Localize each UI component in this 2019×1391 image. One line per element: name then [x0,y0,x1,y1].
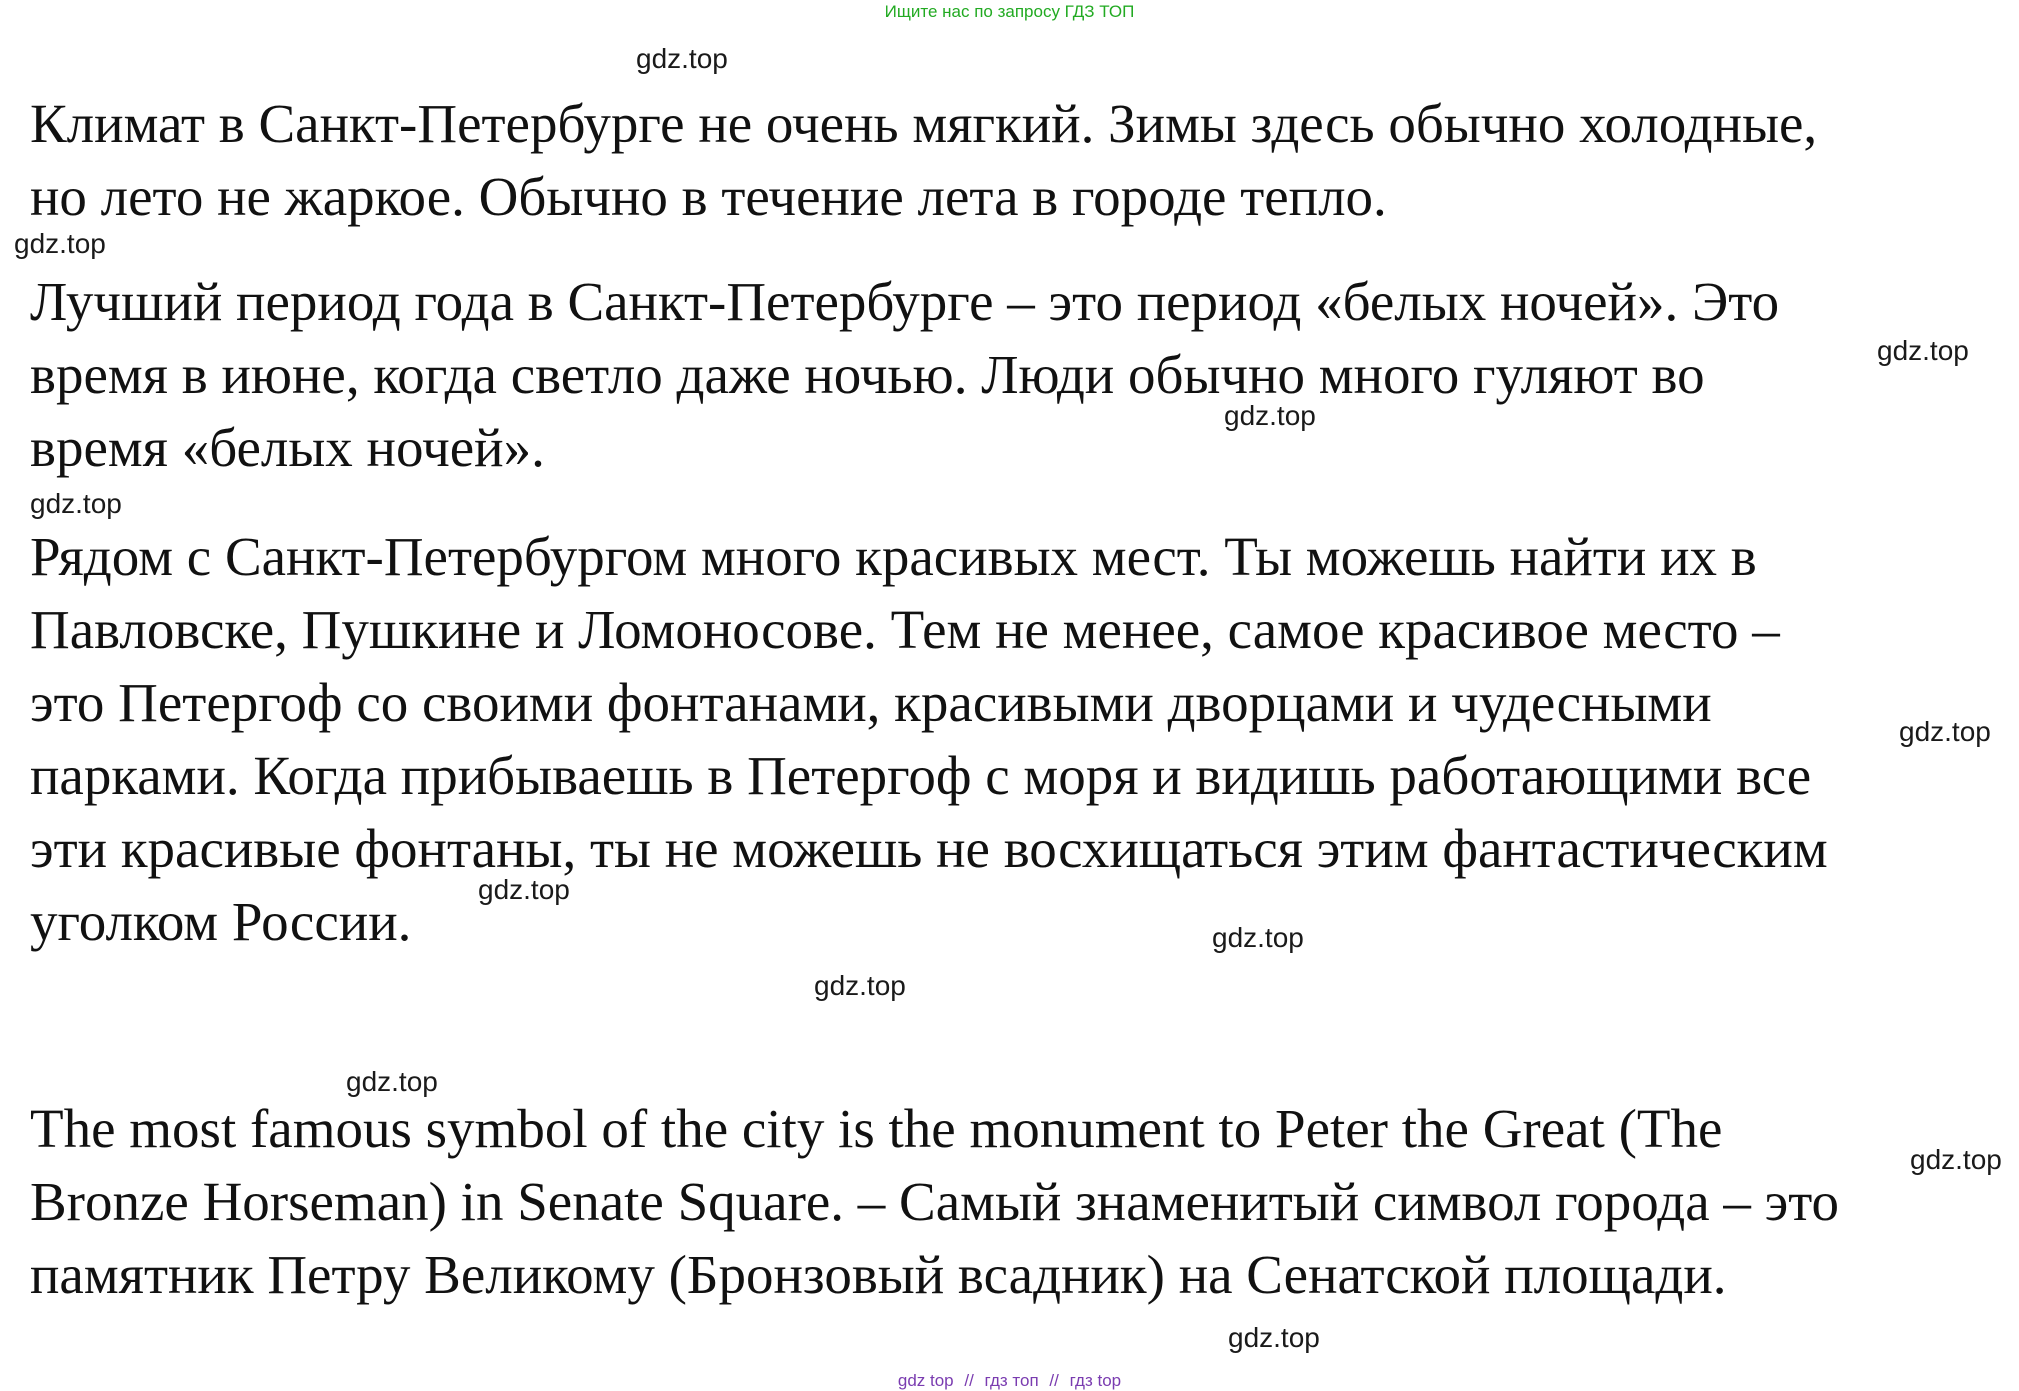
watermark: gdz.top [636,43,728,74]
paragraph-line: но лето не жаркое. Обычно в течение лета в городе тепло. [30,166,1387,227]
watermark: gdz.top [1899,716,1991,747]
paragraph-line: это Петергоф со своими фонтанами, красивыми дворцами и чудесными [30,672,1712,733]
paragraph-line: памятник Петру Великому (Бронзовый всадник) на Сенатской площади. [30,1244,1727,1305]
footer-separator: // [1049,1371,1059,1390]
watermark: gdz.top [814,970,906,1001]
watermark: gdz.top [478,874,570,905]
paragraph-line: Лучший период года в Санкт-Петербурге – это период «белых ночей». Это [30,271,1780,332]
watermark: gdz.top [1224,400,1316,431]
watermark: gdz.top [14,228,106,259]
paragraph-white-nights [30,265,1779,484]
watermark: gdz.top [1910,1144,2002,1175]
paragraph-line: парками. Когда прибываешь в Петергоф с моря и видишь работающими все [30,745,1812,806]
paragraph-line: уголком России. [30,891,412,952]
footer-links [0,1371,2019,1391]
watermark: gdz.top [30,488,122,519]
paragraph-line: Bronze Horseman) in Senate Square. – Самый знаменитый символ города – это [30,1171,1840,1232]
watermark: gdz.top [346,1066,438,1097]
paragraph-climate [30,87,1817,233]
top-banner: Ищите нас по запросу ГДЗ ТОП [884,2,1135,21]
watermark: gdz.top [1212,922,1304,953]
paragraph-line: Рядом с Санкт-Петербургом много красивых мест. Ты можешь найти их в [30,526,1757,587]
footer-link[interactable]: гдз top [1069,1371,1122,1390]
paragraph-line: Павловске, Пушкине и Ломоносове. Тем не менее, самое красивое место – [30,599,1780,660]
watermark: gdz.top [1877,335,1969,366]
footer-link[interactable]: gdz top [897,1371,954,1390]
footer-separator: // [964,1371,974,1390]
paragraph-line: Климат в Санкт-Петербурге не очень мягкий. Зимы здесь обычно холодные, [30,93,1818,154]
paragraph-line: время «белых ночей». [30,417,545,478]
paragraph-peterhof [30,520,1828,958]
footer-link[interactable]: гдз топ [984,1371,1039,1390]
paragraph-line: время в июне, когда светло даже ночью. Люди обычно много гуляют во [30,344,1705,405]
paragraph-bronze-horseman [30,1092,1839,1311]
paragraph-line: эти красивые фонтаны, ты не можешь не восхищаться этим фантастическим [30,818,1828,879]
watermark: gdz.top [1228,1322,1320,1353]
paragraph-line: The most famous symbol of the city is the monument to Peter the Great (The [30,1098,1723,1159]
